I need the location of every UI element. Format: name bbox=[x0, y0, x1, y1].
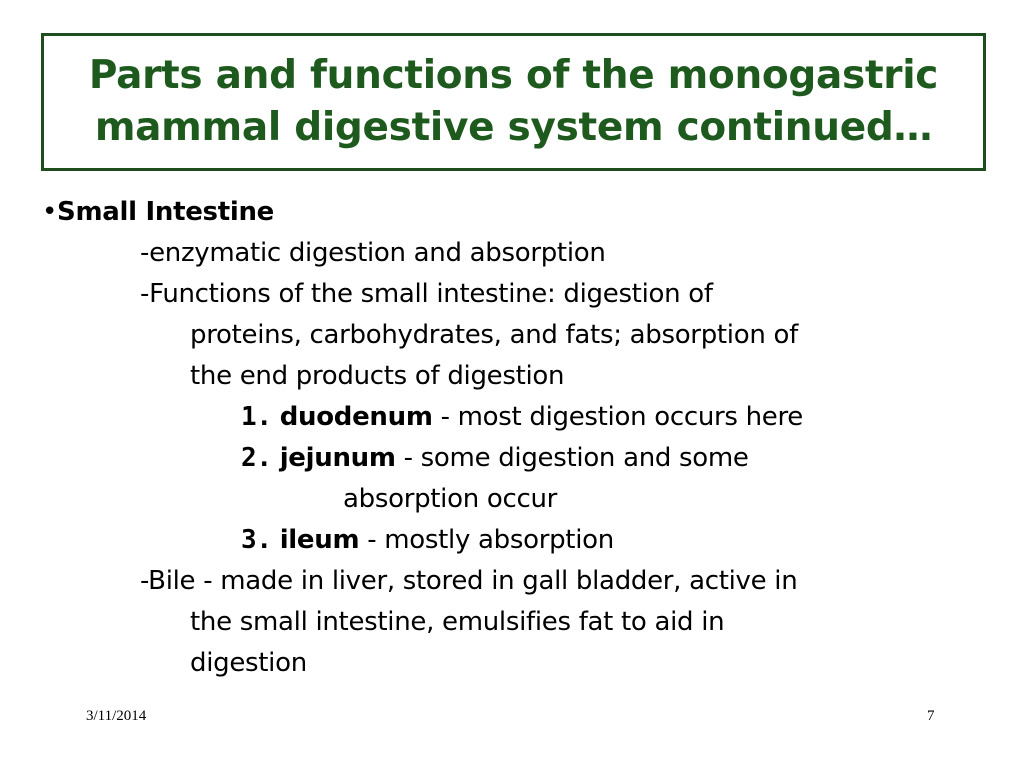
item-term: jejunum bbox=[279, 443, 396, 473]
item-term: duodenum bbox=[279, 402, 433, 432]
footer-page-number: 7 bbox=[927, 708, 935, 724]
functions-line-3: the end products of digestion bbox=[190, 361, 565, 391]
item-term: ileum bbox=[279, 525, 360, 555]
slide-title-line-1: Parts and functions of the monogastric bbox=[88, 53, 939, 98]
list-item-jejunum bbox=[241, 438, 749, 479]
bile-line-1: -Bile - made in liver, stored in gall bladder, active in bbox=[140, 566, 798, 596]
bullet-heading bbox=[42, 192, 274, 233]
footer-date: 3/11/2014 bbox=[86, 708, 147, 724]
item-number: 1. bbox=[241, 402, 272, 432]
item-description: - mostly absorption bbox=[359, 525, 614, 555]
item-number: 2. bbox=[241, 443, 272, 473]
line-enzymatic: -enzymatic digestion and absorption bbox=[140, 238, 606, 268]
bile-line-3: digestion bbox=[190, 648, 307, 678]
heading-small-intestine: Small Intestine bbox=[57, 197, 274, 227]
item-description: - some digestion and some bbox=[395, 443, 749, 473]
functions-line-2: proteins, carbohydrates, and fats; absorption of bbox=[190, 320, 798, 350]
title-box bbox=[41, 33, 986, 171]
functions-line-1: -Functions of the small intestine: digestion of bbox=[140, 279, 713, 309]
list-item-duodenum bbox=[241, 397, 803, 438]
bile-line-2: the small intestine, emulsifies fat to aid in bbox=[190, 607, 725, 637]
item-description: - most digestion occurs here bbox=[432, 402, 803, 432]
item-number: 3. bbox=[241, 525, 272, 555]
list-item-ileum bbox=[241, 520, 614, 561]
slide-title-line-2: mammal digestive system continued… bbox=[94, 105, 933, 150]
list-item-jejunum-continued: absorption occur bbox=[343, 484, 558, 514]
bullet-icon: • bbox=[42, 197, 58, 227]
